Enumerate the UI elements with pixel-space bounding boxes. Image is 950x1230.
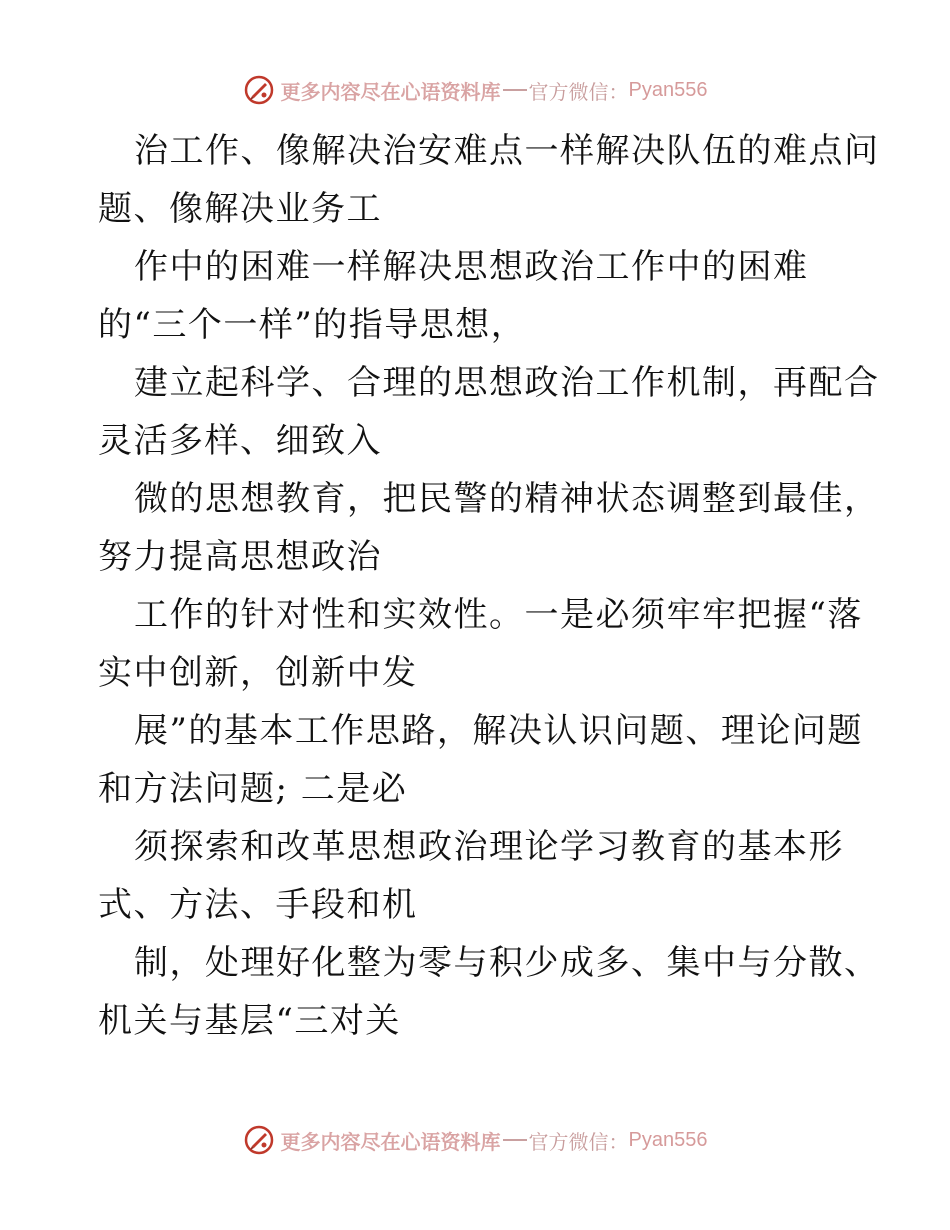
header-banner [0, 70, 950, 110]
quill-logo-icon [243, 74, 275, 106]
text-line: 的“三个一样”的指导思想， [98, 305, 527, 345]
text-line: 和方法问题; 二是必 [98, 769, 408, 809]
banner-wechat-label: 官方微信： [528, 79, 629, 104]
text-line: 须探索和改革思想政治理论学习教育的基本形 [134, 827, 844, 867]
text-line: 式、方法、手段和机 [98, 885, 418, 925]
banner-divider [503, 89, 527, 91]
text-line: 实中创新，创新中发 [98, 653, 418, 693]
banner-divider [503, 1139, 527, 1141]
text-line: 工作的针对性和实效性。一是必须牢牢把握“落 [134, 595, 863, 635]
footer-banner [0, 1120, 950, 1160]
document-body [98, 122, 878, 1050]
quill-logo-icon [243, 1124, 275, 1156]
banner-site-name: 更多内容尽在心语资料库 [280, 79, 501, 104]
text-line: 治工作、像解决治安难点一样解决队伍的难点问 [134, 131, 880, 171]
text-line: 题、像解决业务工 [98, 189, 382, 229]
text-line: 展”的基本工作思路，解决认识问题、理论问题 [134, 711, 863, 751]
banner-site-name: 更多内容尽在心语资料库 [280, 1129, 501, 1154]
text-line: 作中的困难一样解决思想政治工作中的困难 [134, 247, 809, 287]
text-line: 建立起科学、合理的思想政治工作机制，再配合 [134, 363, 880, 403]
banner-wechat-id: Pyan556 [628, 1128, 708, 1151]
text-line: 努力提高思想政治 [98, 537, 382, 577]
text-line: 制，处理好化整为零与积少成多、集中与分散、 [134, 943, 880, 983]
banner-wechat-id: Pyan556 [628, 78, 708, 101]
banner-wechat-label: 官方微信： [528, 1129, 629, 1154]
text-line: 灵活多样、细致入 [98, 421, 382, 461]
text-line: 机关与基层“三对关 [98, 1001, 401, 1041]
text-line: 微的思想教育，把民警的精神状态调整到最佳， [134, 479, 880, 519]
